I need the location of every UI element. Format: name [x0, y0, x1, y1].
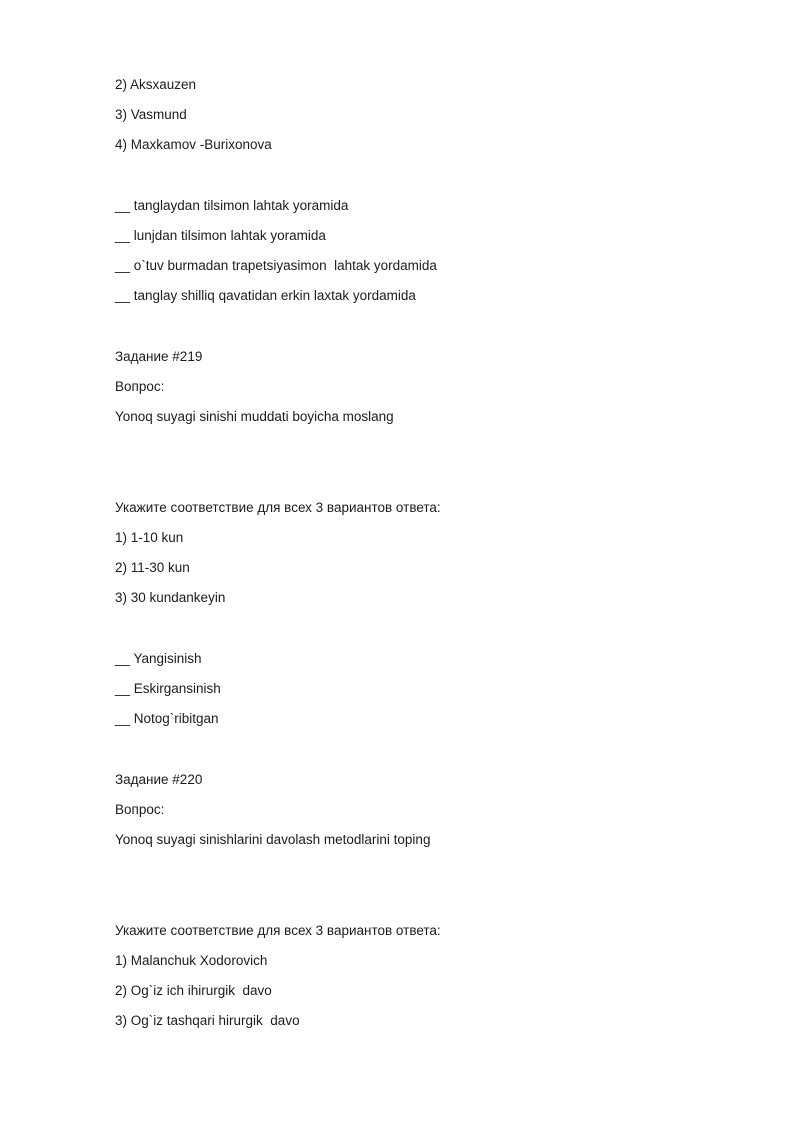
answer-blank-2: __ lunjdan tilsimon lahtak yoramida	[115, 228, 326, 243]
answer-blank-1: __ tanglaydan tilsimon lahtak yoramida	[115, 198, 349, 213]
task-219-instruction: Укажите соответствие для всех 3 вариантов ответа:	[115, 500, 441, 515]
task-219-answer-blank-1: __ Yangisinish	[115, 651, 202, 666]
task-219-question-label: Вопрос:	[115, 379, 165, 394]
task-219-heading: Задание #219	[115, 349, 203, 364]
task-220-option-3: 3) Og`iz tashqari hirurgik davo	[115, 1013, 300, 1028]
task-220-question-text: Yonoq suyagi sinishlarini davolash metodlarini toping	[115, 832, 431, 847]
task-219-answer-blank-2: __ Eskirgansinish	[115, 681, 221, 696]
task-219-answer-blank-3: __ Notog`ribitgan	[115, 711, 219, 726]
task-220-heading: Задание #220	[115, 772, 203, 787]
option-4-maxkamov: 4) Maxkamov -Burixonova	[115, 137, 272, 152]
task-219-question-text: Yonoq suyagi sinishi muddati boyicha moslang	[115, 409, 394, 424]
task-220-question-label: Вопрос:	[115, 802, 165, 817]
answer-blank-4: __ tanglay shilliq qavatidan erkin laxtak yordamida	[115, 288, 416, 303]
task-220-option-1: 1) Malanchuk Xodorovich	[115, 953, 268, 968]
task-219-option-2: 2) 11-30 kun	[115, 560, 190, 575]
task-220-instruction: Укажите соответствие для всех 3 вариантов ответа:	[115, 923, 441, 938]
task-219-option-3: 3) 30 kundankeyin	[115, 590, 226, 605]
task-219-option-1: 1) 1-10 kun	[115, 530, 184, 545]
task-220-option-2: 2) Og`iz ich ihirurgik davo	[115, 983, 272, 998]
option-2-aksxauzen: 2) Aksxauzen	[115, 77, 197, 92]
answer-blank-3: __ o`tuv burmadan trapetsiyasimon lahtak yordamida	[115, 258, 437, 273]
option-3-vasmund: 3) Vasmund	[115, 107, 187, 122]
